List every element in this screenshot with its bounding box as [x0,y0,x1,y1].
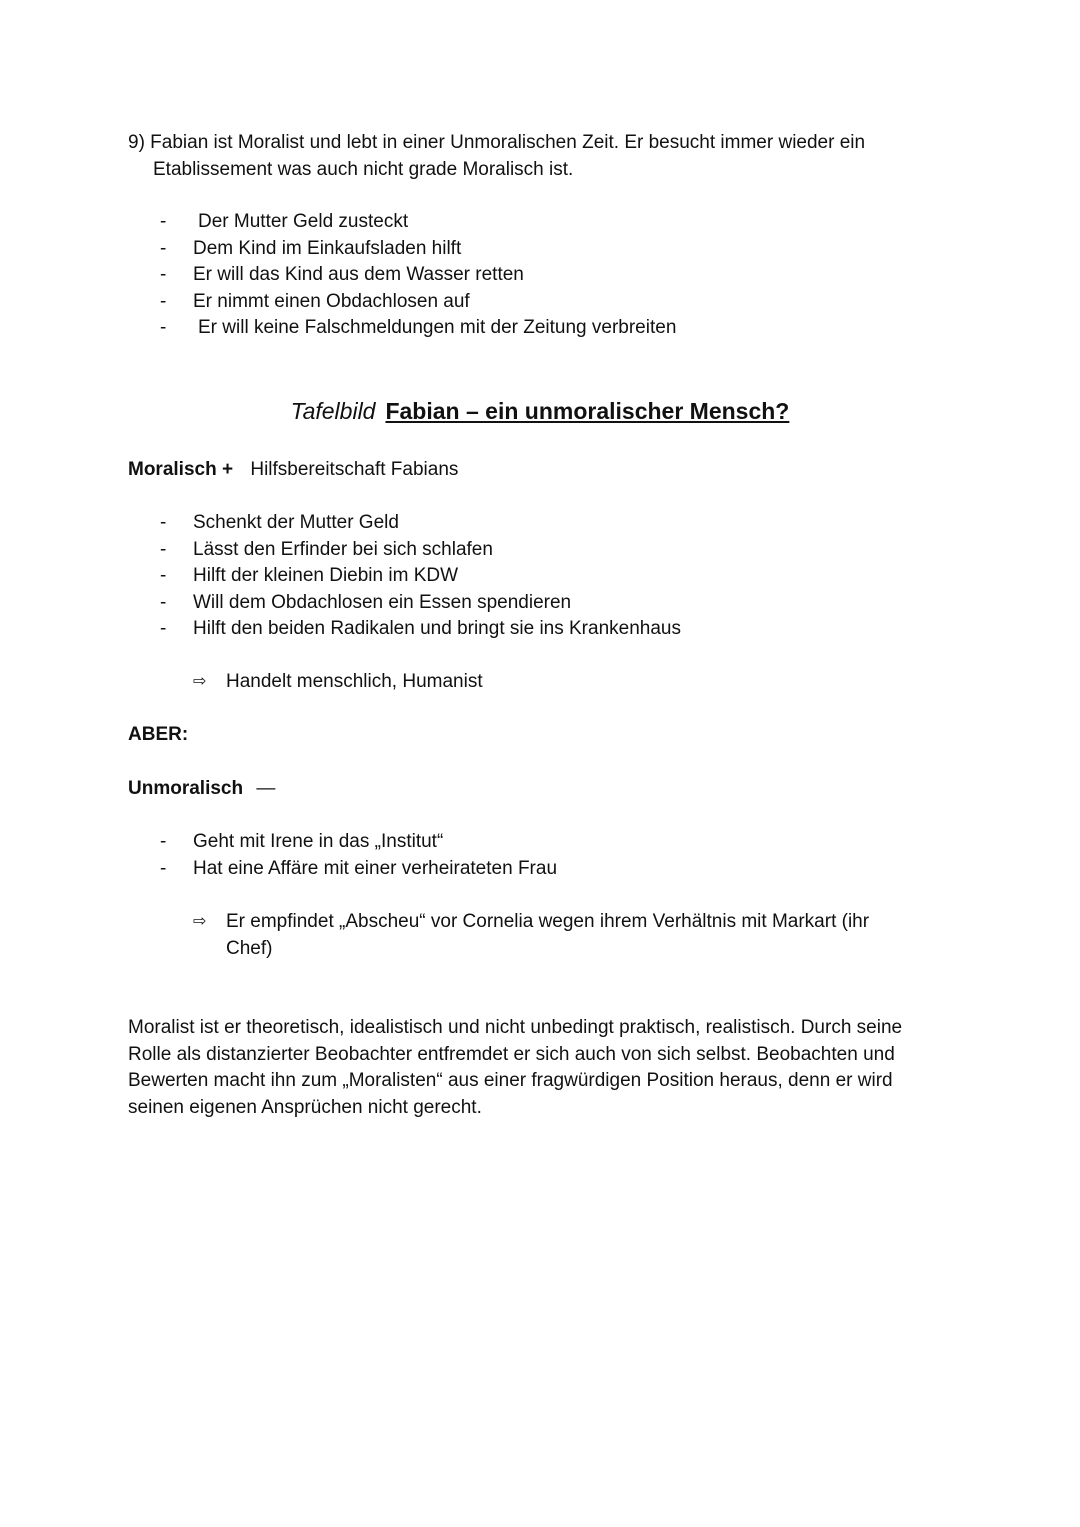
moral-conclusion-text: Handelt menschlich, Humanist [226,671,483,692]
moral-heading [128,457,458,484]
intro-paragraph [128,130,948,183]
bullet-dash: - [160,317,167,339]
bullet-dash: - [160,618,167,640]
unmoral-sign: — [256,778,276,799]
bullet-dash: - [160,211,167,232]
summary-paragraph [128,1015,958,1121]
summary-line-2: Rolle als distanzierter Beobachter entfremdet er sich auch von sich selbst. Beobachten und [128,1043,895,1065]
bullet-dash: - [160,290,167,312]
bullet-dash: - [160,264,167,286]
bullet-dash: - [160,237,167,259]
document-page: 9) Fabian ist Moralist und lebt in einer Unmoralischen Zeit. Er besucht immer wieder ein Etablissement was auch nicht grade Moralisch ist. - Der Mutter Geld zusteckt - Dem Kind im Einkaufsladen hilft - Er will das Kind aus dem Wasser retten - Er nimmt einen Obdachlosen auf - Er will keine Falschmeldungen mit der Zeitung verbreiten Tafelbild Fabian – ein unmoralischer Mensch? Moralisch + Hilfsbereitschaft Fabians - Schenkt der Mutter Geld - Lässt den Erfinder bei sich schlafen - Hilft der kleinen Diebin im KDW - Will dem Obdachlosen ein Essen spendieren - Hilft den beiden Radikalen und bringt sie ins Krankenhaus ⇨ Handelt menschlich, Humanist ABER: Unmoralisch — - Geht mit Irene in das „Institut“ - Hat eine Affäre mit einer verheirateten Frau ⇨ Er empfindet „Abscheu“ vor Cornelia wegen ihrem Verhältnis mit Markart (ihr Chef) Moralist ist er theoretisch, idealistisch und nicht unbedingt praktisch, realistisch. Durch seine Rolle als distanzierter Beobachter entfremdet er sich auch von sich selbst. Beobachten und Bewerten macht ihn zum „Moralisten“ aus einer fragwürdigen Position heraus, denn er wird seinen eigenen Ansprüchen nicht gerecht. [0,0,1080,1527]
summary-line-3: Bewerten macht ihn zum „Moralisten“ aus einer fragwürdigen Position heraus, denn er wird [128,1070,893,1092]
bullet-dash: - [160,857,167,879]
bullet-dash: - [160,831,167,852]
tafelbild-heading [0,396,1080,426]
unmoral-heading [128,776,275,803]
unmoral-conclusion [193,909,933,962]
bullet-dash: - [160,565,167,587]
arrow-right-icon: ⇨ [193,673,207,690]
intro-line-1: 9) Fabian ist Moralist und lebt in einer Unmoralischen Zeit. Er besucht immer wieder ein [128,132,866,153]
arrow-right-icon: ⇨ [193,913,207,930]
moral-label: Moralisch + [128,459,234,480]
intro-line-2: Etablissement was auch nicht grade Moralisch ist. [153,158,574,180]
bullet-dash: - [160,591,167,613]
unmoral-conclusion-line-2: Chef) [226,937,273,959]
heading-title: Fabian – ein unmoralischer Mensch? [385,398,790,424]
unmoral-conclusion-line-1: Er empfindet „Abscheu“ vor Cornelia wegen ihrem Verhältnis mit Markart (ihr [226,911,870,932]
moral-text: Hilfsbereitschaft Fabians [250,459,459,480]
heading-italic: Tafelbild [290,398,376,424]
summary-line-4: seinen eigenen Ansprüchen nicht gerecht. [128,1096,482,1118]
unmoral-label: Unmoralisch [128,778,244,799]
aber-label: ABER: [128,724,189,745]
summary-line-1: Moralist ist er theoretisch, idealistisch und nicht unbedingt praktisch, realistisch. Durch seine [128,1017,903,1038]
bullet-dash: - [160,538,167,560]
bullet-dash: - [160,512,167,533]
